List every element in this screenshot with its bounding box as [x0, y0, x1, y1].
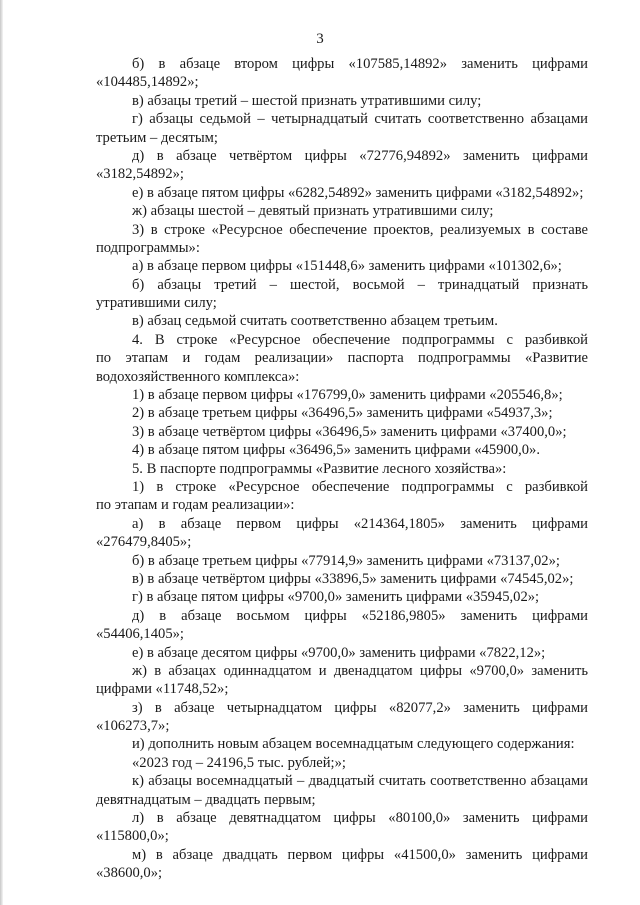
text-line: к) абзацы восемнадцатый – двадцатый считать соответственно абзацами — [132, 773, 588, 790]
text-line: б) абзацы третий – шестой, восьмой – тринадцатый признать — [132, 276, 588, 293]
text-line: «54406,1405»; — [96, 626, 184, 643]
text-line: «2023 год – 24196,5 тыс. рублей;»; — [132, 754, 346, 771]
text-line: 4) в абзаце пятом цифры «36496,5» заменить цифрами «45900,0». — [132, 442, 541, 459]
text-line: е) в абзаце десятом цифры «9700,0» заменить цифрами «7822,12»; — [132, 644, 546, 661]
text-line: л) в абзаце девятнадцатом цифры «80100,0» заменить цифрами — [132, 810, 588, 827]
text-line: е) в абзаце пятом цифры «6282,54892» заменить цифрами «3182,54892»; — [132, 184, 584, 201]
text-line: по этапам и годам реализации»: — [96, 497, 295, 514]
text-line: «104485,14892»; — [96, 74, 199, 91]
text-line: девятнадцатым – двадцать первым; — [96, 791, 316, 808]
text-line: цифрами «11748,52»; — [96, 681, 229, 698]
text-line: з) в абзаце четырнадцатом цифры «82077,2» заменить цифрами — [132, 699, 588, 716]
text-line: а) в абзаце первом цифры «151448,6» заменить цифрами «101302,6»; — [132, 258, 562, 275]
text-line: г) абзацы седьмой – четырнадцатый считать соответственно абзацами — [132, 111, 588, 128]
text-line: и) дополнить новым абзацем восемнадцатым следующего содержания: — [132, 736, 575, 753]
text-line: б) в абзаце третьем цифры «77914,9» заменить цифрами «73137,02»; — [132, 552, 560, 569]
text-line: 3) в абзаце четвёртом цифры «36496,5» заменить цифрами «37400,0»; — [132, 423, 567, 440]
text-line: 1) в строке «Ресурсное обеспечение подпрограммы с разбивкой — [132, 478, 588, 495]
text-line: ж) абзацы шестой – девятый признать утратившими силу; — [132, 203, 494, 220]
text-line: «115800,0»; — [96, 828, 169, 845]
text-line: 2) в абзаце третьем цифры «36496,5» заменить цифрами «54937,3»; — [132, 405, 553, 422]
text-line: третьим – десятым; — [96, 129, 218, 146]
text-line: г) в абзаце пятом цифры «9700,0» заменить цифрами «35945,02»; — [132, 589, 540, 606]
text-line: д) в абзаце восьмом цифры «52186,9805» заменить цифрами — [132, 607, 588, 624]
text-line: а) в абзаце первом цифры «214364,1805» заменить цифрами — [132, 515, 588, 532]
document-body — [96, 55, 588, 883]
scan-edge — [0, 0, 3, 905]
text-line: «106273,7»; — [96, 718, 170, 735]
text-line: по этапам и годам реализации» паспорта подпрограммы «Развитие — [96, 350, 588, 367]
text-line: утратившими силу; — [96, 295, 217, 312]
text-line: 4. В строке «Ресурсное обеспечение подпрограммы с разбивкой — [132, 331, 588, 348]
text-line: 5. В паспорте подпрограммы «Развитие лесного хозяйства»: — [132, 460, 507, 477]
text-line: водохозяйственного комплекса»: — [96, 368, 300, 385]
text-line: в) в абзаце четвёртом цифры «33896,5» заменить цифрами «74545,02»; — [132, 570, 574, 587]
text-line: б) в абзаце втором цифры «107585,14892» заменить цифрами — [132, 56, 588, 72]
text-line: «38600,0»; — [96, 865, 163, 882]
text-line: в) абзац седьмой считать соответственно абзацем третьим. — [132, 313, 498, 330]
text-line: м) в абзаце двадцать первом цифры «41500,0» заменить цифрами — [132, 846, 588, 863]
text-line: «276479,8405»; — [96, 534, 192, 551]
text-line: ж) в абзацах одиннадцатом и двенадцатом цифры «9700,0» заменить — [132, 662, 588, 679]
text-line: 1) в абзаце первом цифры «176799,0» заменить цифрами «205546,8»; — [132, 387, 563, 404]
text-line: 3) в строке «Ресурсное обеспечение проектов, реализуемых в составе — [132, 221, 588, 238]
text-line: в) абзацы третий – шестой признать утратившими силу; — [132, 92, 482, 109]
text-line: д) в абзаце четвёртом цифры «72776,94892» заменить цифрами — [132, 147, 588, 164]
text-line: «3182,54892»; — [96, 166, 184, 183]
page-number: 3 — [316, 31, 324, 47]
text-line: подпрограммы»: — [96, 239, 200, 256]
